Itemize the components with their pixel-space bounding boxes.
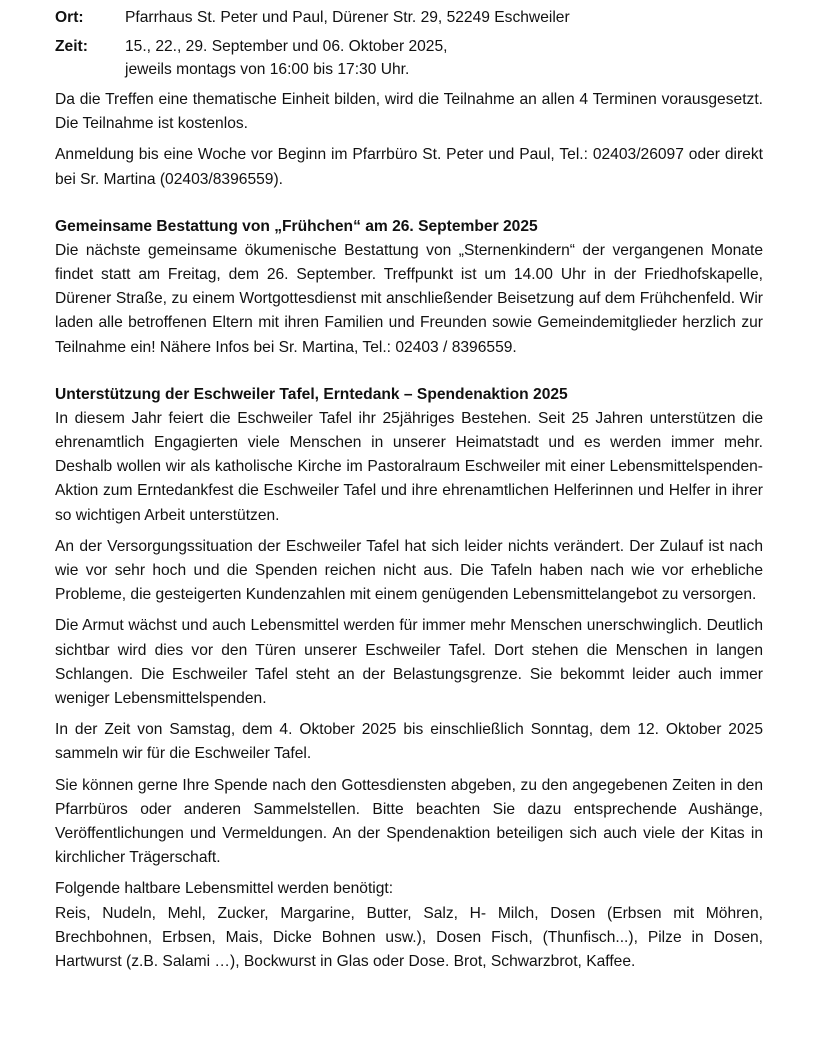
tafel-paragraph-1: In diesem Jahr feiert die Eschweiler Tafel ihr 25jähriges Bestehen. Seit 25 Jahren unterstützen die ehrenamtlich Engagierten viele Menschen in unserer Heimatstadt und es werden immer mehr. Deshalb wollen wir als katholische Kirche im Pastoralraum Eschweiler mit einer Lebensmittelspenden-Aktion zum Erntedankfest die Eschweiler Tafel und ihre ehrenamtlichen Helferinnen und Helfer in ihrer so wichtigen Arbeit unterstützen. — [55, 409, 763, 524]
food-list-intro: Folgende haltbare Lebensmittel werden benötigt: — [55, 880, 394, 898]
location-row — [55, 6, 763, 29]
location-label: Ort: — [55, 9, 84, 26]
tafel-paragraph-2: An der Versorgungssituation der Eschweiler Tafel hat sich leider nichts verändert. Der Zulauf ist nach wie vor sehr hoch und die Spenden reichen nicht aus. Die Tafeln haben nach wie vor erhebliche Probleme, die gesteigerten Kundenzahlen mit einem genügenden Lebensmittelangebot zu versorgen. — [55, 537, 763, 604]
document-page — [55, 6, 763, 974]
time-hours: jeweils montags von 16:00 bis 17:30 Uhr. — [125, 61, 410, 78]
tafel-paragraph-5: Sie können gerne Ihre Spende nach den Gottesdiensten abgeben, zu den angegebenen Zeiten in den Pfarrbüros oder anderen Sammelstellen. Bitte beachten Sie dazu entsprechende Aushänge, Veröffentlichungen und Vermeldungen. An der Spendenaktion beteiligen sich auch viele der Kitas in kirchlicher Trägerschaft. — [55, 776, 763, 867]
tafel-paragraph-3: Die Armut wächst und auch Lebensmittel werden für immer mehr Menschen unerschwinglich. Deutlich sichtbar wird dies vor den Türen unserer Eschweiler Tafel. Dort stehen die Menschen in langen Schlangen. Die Eschweiler Tafel steht an der Belastungsgrenze. Sie bekommt leider auch immer weniger Lebensmittelspenden. — [55, 617, 763, 708]
tafel-paragraph-4: In der Zeit von Samstag, dem 4. Oktober 2025 bis einschließlich Sonntag, dem 12. Oktober 2025 sammeln wir für die Eschweiler Tafel. — [55, 721, 763, 763]
time-row — [55, 35, 763, 81]
burial-paragraph: Die nächste gemeinsame ökumenische Bestattung von „Sternenkindern“ der vergangenen Monate findet statt am Freitag, dem 26. September. Treffpunkt ist um 14.00 Uhr in der Friedhofskapelle, Dürener Straße, zu einem Wortgottesdienst mit anschließender Beisetzung auf dem Frühchenfeld. Wir laden alle betroffenen Eltern mit ihren Familien und Freunden sowie Gemeindemitglieder herzlich zur Teilnahme ein! Nähere Infos bei Sr. Martina, Tel.: 02403 / 8396559. — [55, 241, 763, 356]
tafel-heading: Unterstützung der Eschweiler Tafel, Erntedank – Spendenaktion 2025 — [55, 385, 568, 403]
time-value — [125, 35, 763, 81]
participation-paragraph: Da die Treffen eine thematische Einheit bilden, wird die Teilnahme an allen 4 Terminen vorausgesetzt. Die Teilnahme ist kostenlos. — [55, 91, 763, 133]
food-list: Reis, Nudeln, Mehl, Zucker, Margarine, Butter, Salz, H- Milch, Dosen (Erbsen mit Möhren, Brechbohnen, Erbsen, Mais, Dicke Bohnen usw.), Dosen Fisch, (Thunfisch...), Pilze in Dosen, Hartwurst (z.B. Salami …), Bockwurst in Glas oder Dose. Brot, Schwarzbrot, Kaffee. — [55, 904, 763, 971]
burial-heading: Gemeinsame Bestattung von „Frühchen“ am 26. September 2025 — [55, 217, 538, 235]
registration-paragraph: Anmeldung bis eine Woche vor Beginn im Pfarrbüro St. Peter und Paul, Tel.: 02403/26097 oder direkt bei Sr. Martina (02403/8396559). — [55, 146, 763, 188]
time-label: Zeit: — [55, 38, 88, 55]
location-value: Pfarrhaus St. Peter und Paul, Dürener Str. 29, 52249 Eschweiler — [125, 9, 570, 26]
time-dates: 15., 22., 29. September und 06. Oktober 2025, — [125, 38, 448, 55]
